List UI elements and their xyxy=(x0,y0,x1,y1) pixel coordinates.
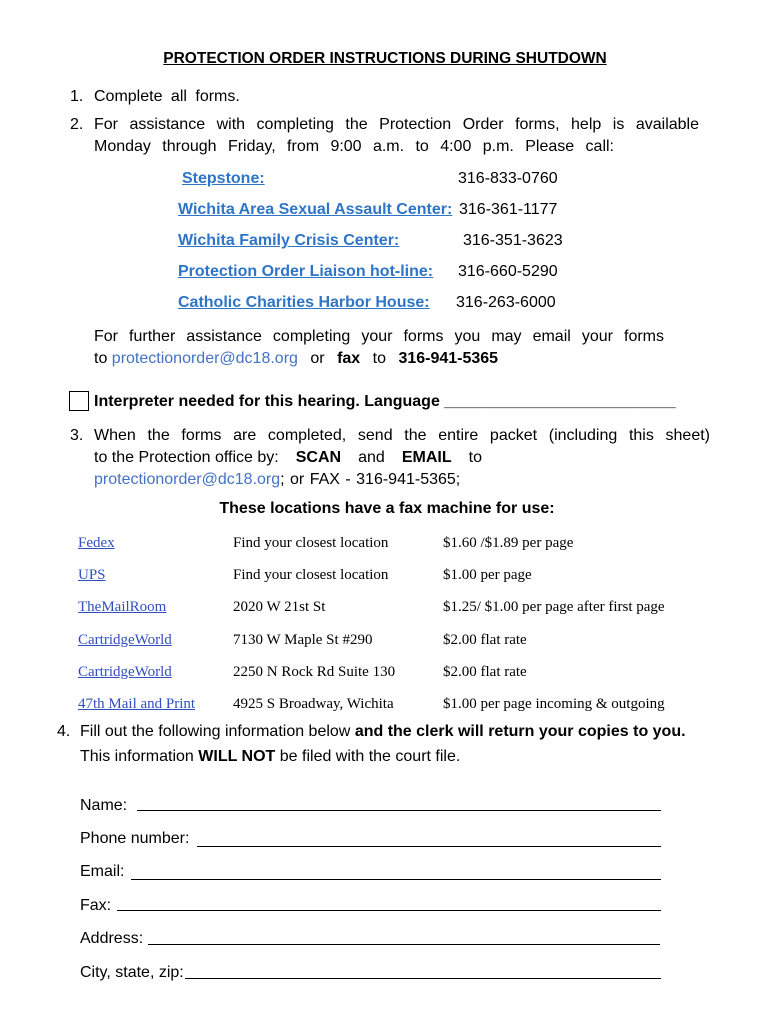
further-assistance-line-1: For further assistance completing your forms you may email your forms xyxy=(94,328,664,345)
will-not-text: WILL NOT xyxy=(198,748,276,765)
contact-phone: 316-833-0760 xyxy=(458,170,558,187)
interpreter-label: Interpreter needed for this hearing. Language xyxy=(94,393,440,410)
location-price: $2.00 flat rate xyxy=(443,664,527,680)
item-2-line-2: Monday through Friday, from 9:00 a.m. to 4:00 p.m. Please call: xyxy=(94,138,614,155)
to-text: to xyxy=(372,350,386,367)
location-price: $2.00 flat rate xyxy=(443,632,527,648)
contact-phone: 316-660-5290 xyxy=(458,263,558,280)
contact-name-family-crisis-center[interactable]: Wichita Family Crisis Center: xyxy=(178,232,400,249)
and-text: and xyxy=(358,449,385,466)
email-link[interactable]: protectionorder@dc18.org xyxy=(94,471,281,488)
fax-word: fax xyxy=(337,350,361,367)
location-name-47th-mail-and-print[interactable]: 47th Mail and Print xyxy=(78,696,196,712)
fax-field[interactable] xyxy=(117,910,661,911)
location-address: 2250 N Rock Rd Suite 130 xyxy=(233,664,396,680)
location-address: Find your closest location xyxy=(233,567,389,583)
name-label: Name: xyxy=(80,797,128,814)
item-4-number: 4. xyxy=(57,723,71,740)
item-2-number: 2. xyxy=(70,116,84,133)
email-label: Email: xyxy=(80,863,125,880)
phone-field[interactable] xyxy=(197,846,661,847)
location-name-cartridge-world-rock[interactable]: CartridgeWorld xyxy=(78,664,172,680)
location-price: $1.00 per page incoming & outgoing xyxy=(443,696,665,712)
location-price: $1.00 per page xyxy=(443,567,532,583)
interpreter-checkbox[interactable] xyxy=(69,391,89,411)
location-price: $1.25/ $1.00 per page after first page xyxy=(443,599,665,615)
fax-label: Fax: xyxy=(80,897,112,914)
item-1-text: Complete all forms. xyxy=(94,88,240,105)
further-assistance-line-2 xyxy=(94,350,498,368)
contact-name-harbor-house[interactable]: Catholic Charities Harbor House: xyxy=(178,294,430,311)
item-3-text: to the Protection office by: xyxy=(94,449,279,466)
fax-number: 316-941-5365 xyxy=(398,350,499,367)
item-4-bold-text: and the clerk will return your copies to you. xyxy=(354,723,686,740)
item-4-line-1 xyxy=(80,723,686,741)
contact-phone: 316-361-1177 xyxy=(459,201,558,218)
or-text: or xyxy=(310,350,325,367)
location-address: 2020 W 21st St xyxy=(233,599,326,615)
item-3-line-2 xyxy=(94,449,482,467)
fax-locations-header: These locations have a fax machine for use: xyxy=(219,500,555,517)
to-text: to xyxy=(94,350,108,367)
item-3-number: 3. xyxy=(70,427,84,444)
contact-phone: 316-263-6000 xyxy=(456,294,556,311)
location-address: 4925 S Broadway, Wichita xyxy=(233,696,394,712)
item-4-text: be filed with the court file. xyxy=(279,748,461,765)
location-name-cartridge-world-maple[interactable]: CartridgeWorld xyxy=(78,632,172,648)
location-price: $1.60 /$1.89 per page xyxy=(443,535,574,551)
city-state-zip-field[interactable] xyxy=(185,978,661,979)
location-address: 7130 W Maple St #290 xyxy=(233,632,373,648)
address-field[interactable] xyxy=(148,944,660,945)
item-4-text: Fill out the following information below xyxy=(80,723,351,740)
email-text: EMAIL xyxy=(401,449,452,466)
location-name-the-mail-room[interactable]: TheMailRoom xyxy=(78,599,167,615)
location-address: Find your closest location xyxy=(233,535,389,551)
item-3-line-1: When the forms are completed, send the entire packet (including this sheet) xyxy=(94,427,710,444)
item-2-line-1: For assistance with completing the Protection Order forms, help is available xyxy=(94,116,699,133)
phone-label: Phone number: xyxy=(80,830,190,847)
contact-name-sexual-assault-center[interactable]: Wichita Area Sexual Assault Center: xyxy=(178,201,453,218)
interpreter-line xyxy=(94,393,676,411)
email-link[interactable]: protectionorder@dc18.org xyxy=(111,350,298,367)
address-label: Address: xyxy=(80,930,144,947)
location-name-ups[interactable]: UPS xyxy=(78,567,106,583)
item-1-number: 1. xyxy=(70,88,84,105)
name-field[interactable] xyxy=(137,810,661,811)
language-blank[interactable]: __________________________ xyxy=(444,393,676,410)
email-field[interactable] xyxy=(131,879,661,880)
fax-text: ; or FAX - 316-941-5365; xyxy=(280,471,461,488)
city-state-zip-label: City, state, zip: xyxy=(80,964,184,981)
contact-name-stepstone[interactable]: Stepstone: xyxy=(182,170,265,187)
item-3-line-3 xyxy=(94,471,460,489)
contact-phone: 316-351-3623 xyxy=(463,232,563,249)
page-title: PROTECTION ORDER INSTRUCTIONS DURING SHUTDOWN xyxy=(163,50,607,67)
item-4-line-2 xyxy=(80,748,460,766)
contact-name-liaison-hotline[interactable]: Protection Order Liaison hot-line: xyxy=(178,263,434,280)
to-text: to xyxy=(468,449,482,466)
scan-text: SCAN xyxy=(295,449,342,466)
item-4-text: This information xyxy=(80,748,194,765)
location-name-fedex[interactable]: Fedex xyxy=(78,535,115,551)
